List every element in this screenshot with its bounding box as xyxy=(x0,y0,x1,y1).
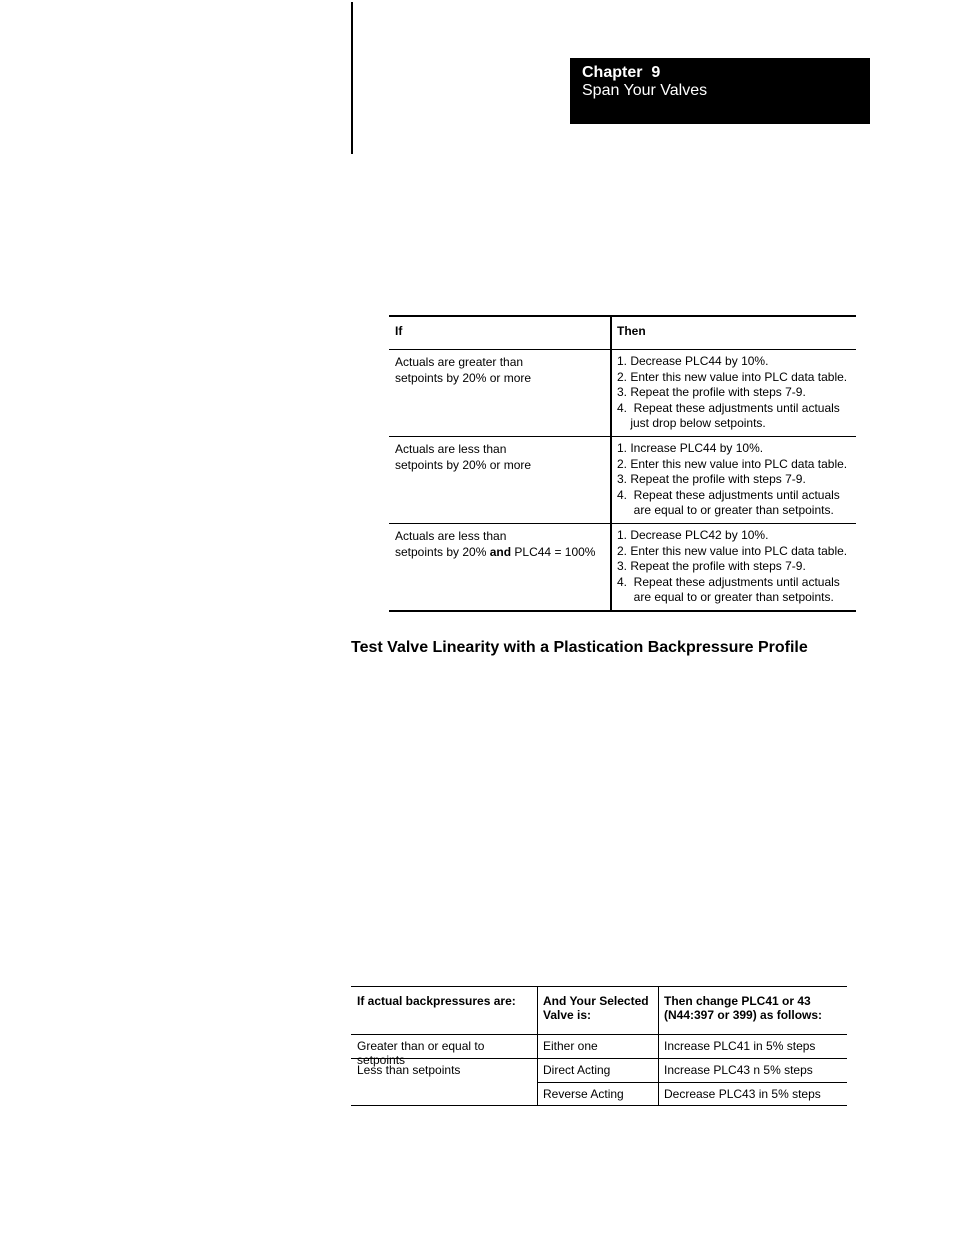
condition-bold-and: and xyxy=(489,545,512,559)
table-row xyxy=(351,1083,847,1106)
backpressure-table xyxy=(351,986,847,1106)
table-cell: Less than setpoints xyxy=(351,1059,538,1083)
condition-text: setpoints by 20% xyxy=(395,545,490,559)
condition-cell: Actuals are greater than setpoints by 20% or more xyxy=(389,350,612,436)
step-item: 1. Decrease PLC42 by 10%. xyxy=(617,528,769,542)
step-item: 1. Increase PLC44 by 10%. xyxy=(617,441,764,455)
header-condition: If actual backpressures are: xyxy=(351,987,538,1034)
table-cell xyxy=(351,1083,538,1105)
table-cell: Either one xyxy=(538,1035,659,1059)
table-cell: Decrease PLC43 in 5% steps xyxy=(664,1087,821,1101)
table-row xyxy=(389,524,856,612)
chapter-title: Span Your Valves xyxy=(582,82,708,99)
table-cell: Increase PLC41 in 5% steps xyxy=(659,1035,847,1059)
header-valve: And Your Selected Valve is: xyxy=(538,987,659,1034)
table-cell: Direct Acting xyxy=(538,1059,659,1083)
if-then-table xyxy=(389,315,856,612)
condition-line xyxy=(395,544,604,560)
step-item: 2. Enter this new value into PLC data table. xyxy=(617,369,848,384)
table-cell: Greater than or equal to setpoints xyxy=(351,1035,538,1059)
action-steps xyxy=(617,354,851,432)
step-item: 4. Repeat these adjustments until actuals are equal to or greater than setpoints. xyxy=(617,487,840,518)
header-action: Then change PLC41 or 43 (N44:397 or 399) as follows: xyxy=(664,994,823,1022)
step-item: 1. Decrease PLC44 by 10%. xyxy=(617,354,769,368)
step-item: 4. Repeat these adjustments until actuals are equal to or greater than setpoints. xyxy=(617,574,840,605)
condition-cell xyxy=(389,524,612,610)
section-heading: Test Valve Linearity with a Plastication Backpressure Profile xyxy=(351,639,808,656)
table-row xyxy=(389,350,856,437)
table-cell: Increase PLC43 n 5% steps xyxy=(659,1059,847,1083)
table-header-row xyxy=(389,315,856,350)
condition-line: Actuals are less than xyxy=(395,529,507,543)
table-row xyxy=(389,437,856,524)
step-item: 3. Repeat the profile with steps 7-9. xyxy=(617,472,806,487)
table-row xyxy=(351,1059,847,1083)
table-header-row xyxy=(351,986,847,1035)
step-item: 2. Enter this new value into PLC data table. xyxy=(617,543,848,558)
chapter-header xyxy=(570,58,870,124)
step-item: 2. Enter this new value into PLC data table. xyxy=(617,456,848,471)
header-then: Then xyxy=(617,324,646,338)
table-cell: Reverse Acting xyxy=(538,1083,659,1105)
step-item: 3. Repeat the profile with steps 7-9. xyxy=(617,559,806,574)
condition-cell: Actuals are less than setpoints by 20% or more xyxy=(389,437,612,523)
margin-rule xyxy=(351,2,353,154)
action-steps xyxy=(617,441,851,519)
step-item: 3. Repeat the profile with steps 7-9. xyxy=(617,385,806,400)
table-row xyxy=(351,1035,847,1067)
header-if: If xyxy=(389,317,612,349)
chapter-label: Chapter 9 xyxy=(582,64,661,81)
step-item: 4. Repeat these adjustments until actuals just drop below setpoints. xyxy=(617,400,840,431)
action-steps xyxy=(617,528,851,606)
condition-text: PLC44 = 100% xyxy=(511,545,596,559)
